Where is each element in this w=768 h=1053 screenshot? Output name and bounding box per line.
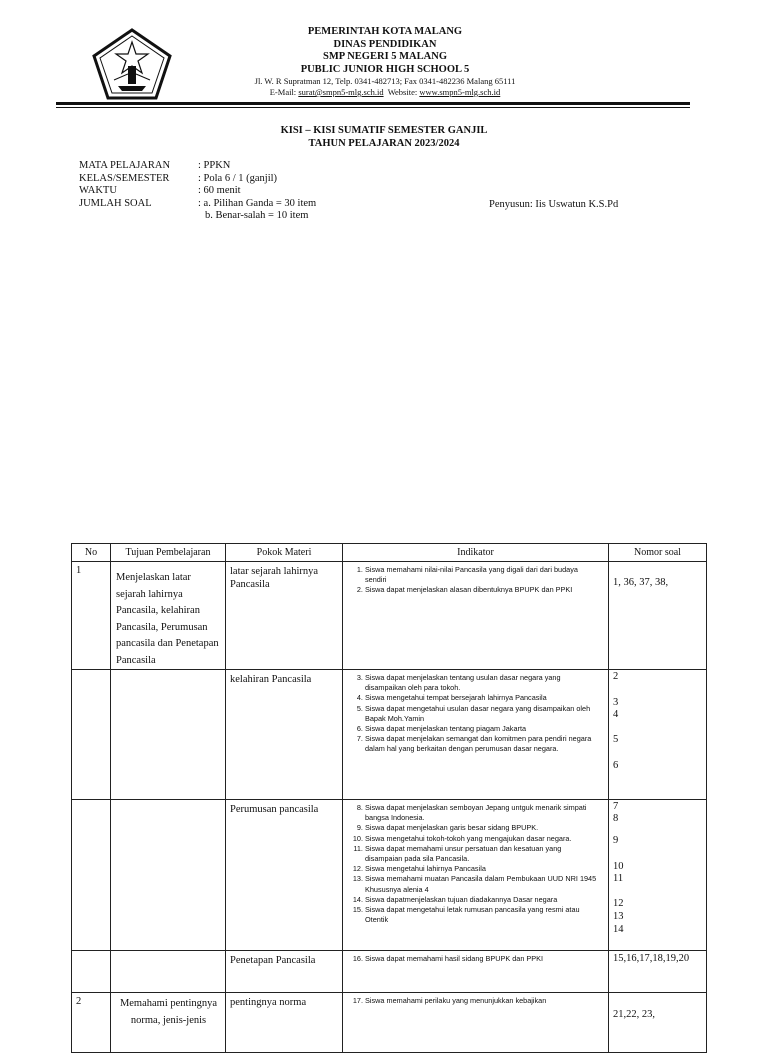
row-pokok: pentingnya norma: [226, 993, 343, 1053]
row-nomor: [609, 993, 707, 1053]
indikator-item: 12. Siswa mengetahui lahirnya Pancasila: [365, 864, 600, 874]
row-no: 2: [72, 993, 111, 1053]
row-indikator: [343, 670, 609, 800]
row-tujuan: [111, 800, 226, 951]
row-no: [72, 670, 111, 800]
title-line2: TAHUN PELAJARAN 2023/2024: [308, 137, 460, 149]
header-tujuan: Tujuan Pembelajaran: [111, 544, 226, 562]
table-row: [72, 562, 707, 670]
kelas-label: KELAS/SEMESTER: [79, 172, 170, 184]
waktu-label: WAKTU: [79, 185, 117, 196]
letterhead-divider-thick: [56, 102, 690, 105]
kisi-table: [71, 543, 707, 1053]
nomor-value: 4: [613, 709, 619, 720]
email-link[interactable]: surat@smpn5-mlg.sch.id: [298, 87, 384, 97]
row-tujuan: Memahami pentingnya norma, jenis-jenis: [111, 993, 226, 1053]
table-row: [72, 670, 707, 800]
table-row: [72, 800, 707, 951]
row-indikator: [343, 951, 609, 993]
row-tujuan: [111, 951, 226, 993]
letterhead-address: Jl. W. R Supratman 12, Telp. 0341-482713; Fax 0341-482236 Malang 65111: [254, 76, 516, 86]
letterhead: [190, 26, 580, 98]
header-pokok: Pokok Materi: [226, 544, 343, 562]
letterhead-line2: DINAS PENDIDIKAN: [333, 38, 437, 50]
row-nomor: [609, 800, 707, 951]
mapel-value: : PPKN: [198, 160, 231, 171]
indikator-item: 16. Siswa dapat memahami hasil sidang BPUPK dan PPKI: [365, 954, 600, 964]
row-tujuan: [111, 670, 226, 800]
letterhead-line1: PEMERINTAH KOTA MALANG: [307, 26, 463, 37]
indikator-item: 4. Siswa mengetahui tempat bersejarah lahirnya Pancasila: [365, 693, 600, 703]
document-title: [0, 125, 768, 150]
letterhead-line3: SMP NEGERI 5 MALANG: [323, 51, 447, 62]
nomor-value: 15,16,17,18,19,20: [613, 953, 690, 964]
row-indikator: [343, 993, 609, 1053]
row-no: 1: [72, 562, 111, 670]
indikator-item: 5. Siswa dapat mengetahui usulan dasar negara yang disampaikan oleh Bapak Moh.Yamin: [365, 704, 600, 724]
indikator-item: 10. Siswa mengetahui tokoh-tokoh yang mengajukan dasar negara.: [365, 834, 600, 844]
nomor-value: 14: [613, 924, 624, 935]
indikator-item: 14. Siswa dapatmenjelaskan tujuan diadakannya Dasar negara: [365, 895, 600, 905]
indikator-item: 11. Siswa dapat memahami unsur persatuan dan kesatuan yang disampaian pada sila Pancasila.: [365, 844, 600, 864]
indikator-item: 1. Siswa memahami nilai-nilai Pancasila yang digali dari dari budaya sendiri: [365, 565, 600, 585]
row-no: [72, 951, 111, 993]
kelas-value: : Pola 6 / 1 (ganjil): [198, 172, 278, 184]
header-no: No: [72, 544, 111, 562]
row-pokok: Perumusan pancasila: [226, 800, 343, 951]
website-link[interactable]: www.smpn5-mlg.sch.id: [419, 87, 501, 97]
website-label: Website:: [387, 87, 418, 97]
nomor-value: 1, 36, 37, 38,: [613, 577, 669, 588]
row-pokok: Penetapan Pancasila: [226, 951, 343, 993]
indikator-item: 6. Siswa dapat menjelaskan tentang piagam Jakarta: [365, 724, 600, 734]
table-header-row: [72, 544, 707, 562]
row-nomor: [609, 951, 707, 993]
nomor-value: 10: [613, 861, 624, 872]
row-nomor: [609, 670, 707, 800]
row-pokok: latar sejarah lahirnya Pancasila: [226, 562, 343, 670]
nomor-value: 7: [613, 801, 619, 812]
nomor-value: 3: [613, 697, 619, 708]
letterhead-divider-thin: [56, 107, 690, 108]
nomor-value: 2: [613, 671, 619, 682]
mapel-label: MATA PELAJARAN: [79, 160, 171, 171]
email-label: E-Mail:: [269, 87, 297, 97]
indikator-item: 7. Siswa dapat menjelakan semangat dan komitmen para pendiri negara dalam hal yang berkaitan dengan perumusan dasar negara.: [365, 734, 600, 754]
jumlah-value-2: b. Benar-salah = 10 item: [205, 210, 309, 221]
nomor-value: 9: [613, 835, 619, 846]
header-indikator: Indikator: [343, 544, 609, 562]
nomor-value: 8: [613, 813, 619, 824]
row-no: [72, 800, 111, 951]
row-indikator: [343, 800, 609, 951]
indikator-item: 9. Siswa dapat menjelaskan garis besar sidang BPUPK.: [365, 823, 600, 833]
indikator-item: 17. Siswa memahami perilaku yang menunjukkan kebajikan: [365, 996, 600, 1006]
penyusun: Penyusun: Iis Uswatun K.S.Pd: [489, 199, 619, 210]
indikator-item: 15. Siswa dapat mengetahui letak rumusan pancasila yang resmi atau Otentik: [365, 905, 600, 925]
letterhead-line4: PUBLIC JUNIOR HIGH SCHOOL 5: [300, 63, 470, 75]
jumlah-label: JUMLAH SOAL: [79, 197, 152, 209]
row-pokok: kelahiran Pancasila: [226, 670, 343, 800]
nomor-value: 11: [613, 873, 624, 884]
malang-city-emblem-icon: [92, 28, 172, 100]
nomor-value: 21,22, 23,: [613, 1009, 655, 1020]
table-row: [72, 993, 707, 1053]
indikator-item: 2. Siswa dapat menjelaskan alasan dibentuknya BPUPK dan PPKI: [365, 585, 600, 595]
nomor-value: 6: [613, 760, 619, 771]
indikator-item: 13. Siswa memahami muatan Pancasila dalam Pembukaan UUD NRI 1945 Khususnya alenia 4: [365, 874, 600, 894]
nomor-value: 13: [613, 911, 624, 922]
header-nomor: Nomor soal: [609, 544, 707, 562]
waktu-value: : 60 menit: [198, 185, 241, 196]
letterhead-contact: [190, 87, 580, 98]
indikator-item: 8. Siswa dapat menjelaskan semboyan Jepang untguk menarik simpati bangsa Indonesia.: [365, 803, 600, 823]
jumlah-value: : a. Pilihan Ganda = 30 item: [198, 197, 317, 209]
nomor-value: 5: [613, 734, 619, 745]
title-line1: KISI – KISI SUMATIF SEMESTER GANJIL: [280, 125, 488, 136]
table-row: [72, 951, 707, 993]
row-indikator: [343, 562, 609, 670]
row-nomor: [609, 562, 707, 670]
indikator-item: 3. Siswa dapat menjelaskan tentang usulan dasar negara yang disampaikan oleh para tokoh.: [365, 673, 600, 693]
nomor-value: 12: [613, 898, 624, 909]
row-tujuan: Menjelaskan latar sejarah lahirnya Pancasila, kelahiran Pancasila, Perumusan pancasila dan Penetapan Pancasila: [111, 562, 226, 670]
